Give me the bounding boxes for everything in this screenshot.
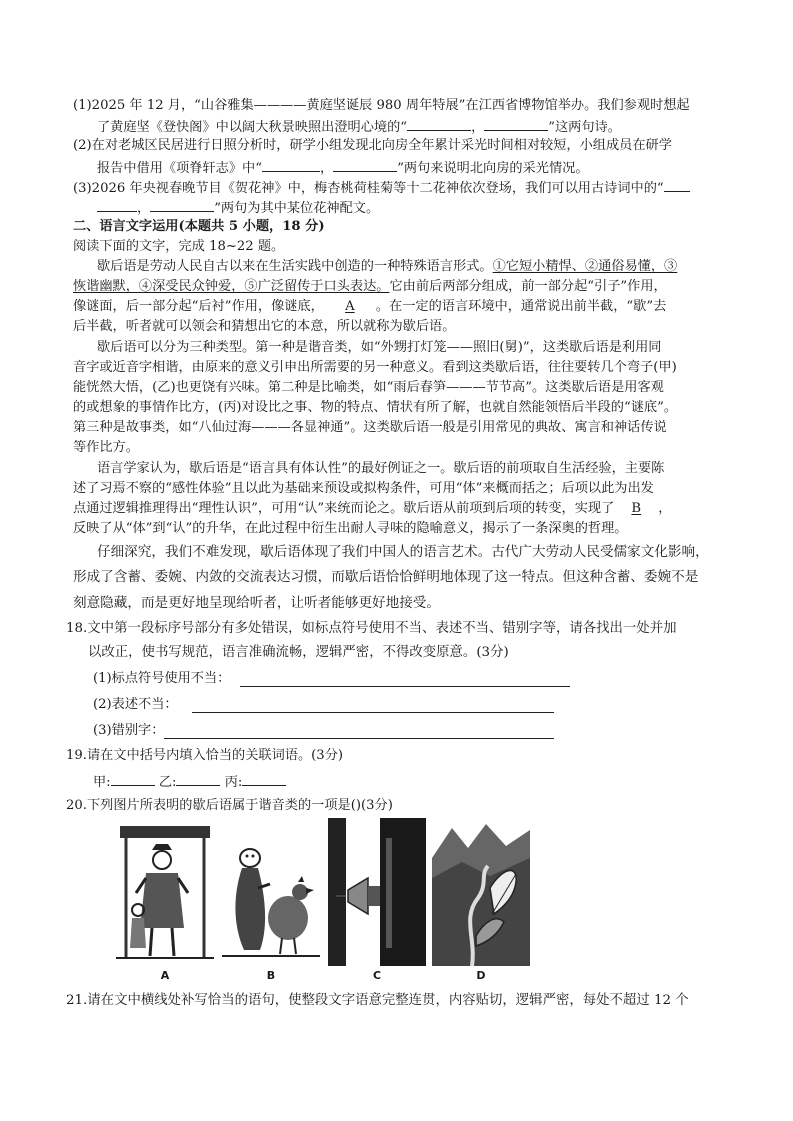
answer-blank[interactable] — [407, 117, 471, 131]
q19-blank-jia[interactable] — [111, 772, 155, 786]
passage-p1-line2: 恢谐幽默，④深受民众钟爱，⑤广泛留传于口头表达。它由前后两部分组成，前一部分起“引子”作用， — [73, 279, 667, 294]
q20-label-a: A — [160, 969, 170, 982]
q20-image-a[interactable] — [116, 818, 214, 966]
answer-blank[interactable] — [333, 158, 397, 172]
passage-p3-line4: 反映了从“体”到“认”的升华，在此过程中衍生出耐人寻味的隐喻意义，揭示了一条深奥的哲理。 — [73, 521, 628, 536]
passage-p4-line2: 形成了含蓄、委婉、内敛的交流表达习惯，而歇后语恰恰鲜明地体现了这一特点。但这种含蓄、委婉不是 — [73, 569, 699, 585]
q-fill-3-line2: ， ”两句为其中某位花神配文。 — [97, 198, 379, 218]
q20-image-b[interactable] — [222, 818, 320, 966]
q18-answer2-line[interactable] — [192, 712, 554, 713]
passage-p4-line3: 刻意隐藏，而是更好地呈现给听者，让听者能够更好地接受。 — [73, 595, 441, 611]
q19-stem: 19.请在文中括号内填入恰当的关联词语。(3分) — [66, 748, 344, 763]
passage-p2-line1: 歇后语可以分为三种类型。第一种是谐音类，如“外甥打灯笼——照旧(舅)”，这类歇后语是利用同 — [97, 340, 662, 355]
q20-label-b: B — [266, 969, 276, 982]
passage-p4-line1: 仔细深究，我们不难发现，歇后语体现了我们中国人的语言艺术。古代广大劳动人民受儒家文化影响， — [97, 544, 709, 560]
q-fill-2-line1: (2)在对老城区民居进行日照分析时，研学小组发现北向房全年累计采光时间相对较短，小组成员在研学 — [73, 138, 672, 153]
q20-stem: 20.下列图片所表明的歇后语属于谐音类的一项是()(3分) — [66, 798, 393, 813]
q18-stem-line2: 以改正，使书写规范，语言准确流畅，逻辑严密，不得改变原意。(3分) — [88, 645, 509, 660]
section-intro: 阅读下面的文字，完成 18~22 题。 — [73, 239, 285, 254]
passage-p1-line4: 后半截，听者就可以领会和猜想出它的本意，所以就称为歇后语。 — [73, 319, 456, 334]
q18-answer1-label: (1)标点符号使用不当： — [93, 671, 231, 686]
q19-blank-bing[interactable] — [242, 772, 286, 786]
q20-label-d: D — [476, 969, 486, 982]
passage-p2-line5: 第三种是故事类，如“八仙过海———各显神通”。这类歇后语一般是引用常见的典故、寓言和神话传说 — [73, 420, 667, 435]
q19-blank-yi[interactable] — [176, 772, 220, 786]
q18-answer1-line[interactable] — [240, 686, 570, 687]
q20-image-d[interactable] — [432, 818, 530, 966]
passage-p3-line2: 述了习焉不察的“感性体验”且以此为基础来预设或拟构条件，可用“体”来概而括之；后项以此为出发 — [73, 481, 654, 496]
passage-p2-line2: 音字或近音字相谐，由原来的意义引申出所需要的另一种意义。看到这类歇后语，往往要转几个弯子(甲) — [73, 360, 677, 375]
passage-p2-line4: 的或想象的事情作比方，(丙)对设比之事、物的特点、情状有所了解，也就自然能领悟后半段的“谜底”。 — [73, 400, 678, 415]
passage-p1-line3: 像谜面，后一部分起“后衬”作用，像谜底， A 。在一定的语言环境中，通常说出前半截，“歇”去 — [73, 299, 667, 314]
passage-p2-line3: 能恍然大悟，(乙)也更饶有兴味。第二种是比喻类，如“雨后春笋———节节高”。这类歇后语是用客观 — [73, 380, 664, 395]
q18-answer3-label: (3)错别字： — [93, 723, 165, 738]
q-fill-3-line1: (3)2026 年央视春晚节目《贺花神》中，梅杏桃荷桂菊等十二花神依次登场，我们可以用古诗词中的“ — [73, 178, 690, 198]
blank-a[interactable]: A — [345, 299, 355, 314]
answer-blank[interactable] — [484, 117, 548, 131]
blank-b[interactable]: B — [631, 501, 642, 516]
q20-label-c: C — [372, 969, 382, 982]
q21-stem: 21.请在文中横线处补写恰当的语句，使整段文字语意完整连贯，内容贴切，逻辑严密，每处不超过 12 个 — [66, 993, 689, 1008]
q-fill-1-line2: 了黄庭坚《登快阁》中以阔大秋景映照出澄明心境的“ ， ”这两句诗。 — [97, 117, 621, 137]
q18-answer2-label: (2)表述不当： — [93, 697, 178, 712]
passage-p2-line6: 等作比方。 — [73, 440, 139, 455]
passage-p3-line1: 语言学家认为，歇后语是“语言具有体认性”的最好例证之一。歇后语的前项取自生活经验，主要陈 — [97, 461, 665, 476]
passage-p1-line1: 歇后语是劳动人民自古以来在生活实践中创造的一种特殊语言形式。①它短小精悍、②通俗易懂，③ — [97, 259, 678, 274]
q-fill-1-line1: (1)2025 年 12 月，“山谷雅集————黄庭坚诞辰 980 周年特展”在江西省博物馆举办。我们参观时想起 — [73, 98, 690, 113]
passage-p3-line3: 点通过逻辑推理得出“理性认识”，可用“认”来统而论之。歇后语从前项到后项的转变，实现了 B ， — [73, 501, 672, 516]
q-fill-2-line2: 报告中借用《项脊轩志》中“ ， ”两句来说明北向房的采光情况。 — [97, 158, 589, 178]
q20-image-c[interactable] — [328, 818, 426, 966]
q18-stem-line1: 18.文中第一段标序号部分有多处错误，如标点符号使用不当、表述不当、错别字等，请各找出一处并加 — [66, 621, 677, 636]
q18-answer3-line[interactable] — [164, 738, 554, 739]
answer-blank[interactable] — [664, 178, 690, 192]
answer-blank[interactable] — [262, 158, 320, 172]
answer-blank[interactable] — [150, 198, 214, 212]
q19-answers: 甲: 乙: 丙: — [93, 772, 286, 792]
section-title: 二、语言文字运用(本题共 5 小题，18 分) — [73, 219, 325, 234]
answer-blank[interactable] — [97, 198, 137, 212]
